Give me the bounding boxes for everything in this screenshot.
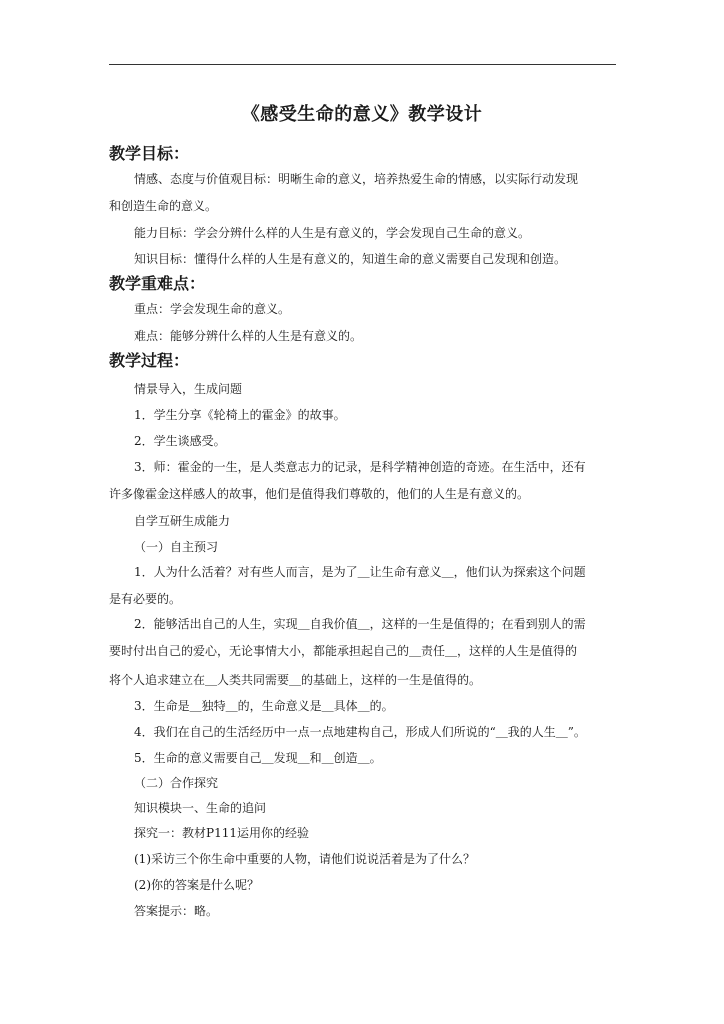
header-rule: [109, 64, 616, 65]
process-line: 情景导入，生成问题: [134, 382, 243, 396]
process-line: 探究一：教材P111运用你的经验: [134, 826, 309, 840]
key-points-line: 重点：学会发现生命的意义。: [134, 302, 291, 316]
process-line: 2．学生谈感受。: [134, 434, 226, 448]
process-heading: 教学过程：: [109, 351, 190, 370]
process-line: 1．人为什么活着？对有些人而言，是为了＿让生命有意义＿，他们认为探索这个问题: [134, 565, 586, 579]
process-line: (1)采访三个你生命中重要的人物，请他们说说活着是为了什么？: [134, 852, 476, 866]
process-line: 答案提示：略。: [134, 904, 219, 918]
key-points-line: 难点：能够分辨什么样的人生是有意义的。: [134, 329, 363, 343]
process-line: 4．我们在自己的生活经历中一点一点地建构自己，形成人们所说的“＿我的人生＿”。: [134, 725, 586, 739]
process-line: 1．学生分享《轮椅上的霍金》的故事。: [134, 408, 346, 422]
process-line: 自学互研生成能力: [134, 514, 231, 528]
process-line: (2)你的答案是什么呢？: [134, 878, 259, 892]
key-points-heading: 教学重难点：: [109, 274, 206, 293]
process-line: 知识模块一、生命的追问: [134, 801, 267, 815]
process-line: 5．生命的意义需要自己＿发现＿和＿创造＿。: [134, 751, 382, 765]
process-line: 3．生命是＿独特＿的，生命意义是＿具体＿的。: [134, 699, 394, 713]
process-line: 2．能够活出自己的人生，实现＿自我价值＿，这样的一生是值得的；在看到别人的需: [134, 617, 586, 631]
process-line: （一）自主预习: [134, 540, 219, 554]
process-line: （二）合作探究: [134, 776, 219, 790]
process-line: 将个人追求建立在＿人类共同需要＿的基础上，这样的一生是值得的。: [109, 673, 482, 687]
process-line: 要时付出自己的爱心，无论事情大小，都能承担起自己的＿责任＿，这样的人生是值得的: [109, 644, 578, 658]
document-title: 《感受生命的意义》教学设计: [241, 104, 483, 125]
objectives-line: 知识目标：懂得什么样的人生是有意义的，知道生命的意义需要自己发现和创造。: [134, 252, 567, 266]
objectives-line: 和创造生命的意义。: [109, 199, 218, 213]
objectives-heading: 教学目标：: [109, 144, 190, 163]
process-line: 3．师：霍金的一生，是人类意志力的记录，是科学精神创造的奇迹。在生活中，还有: [134, 460, 586, 474]
objectives-line: 情感、态度与价值观目标：明晰生命的意义，培养热爱生命的情感，以实际行动发现: [134, 172, 579, 186]
objectives-line: 能力目标：学会分辨什么样的人生是有意义的，学会发现自己生命的意义。: [134, 226, 531, 240]
process-line: 许多像霍金这样感人的故事，他们是值得我们尊敬的，他们的人生是有意义的。: [109, 487, 530, 501]
process-line: 是有必要的。: [109, 592, 182, 606]
